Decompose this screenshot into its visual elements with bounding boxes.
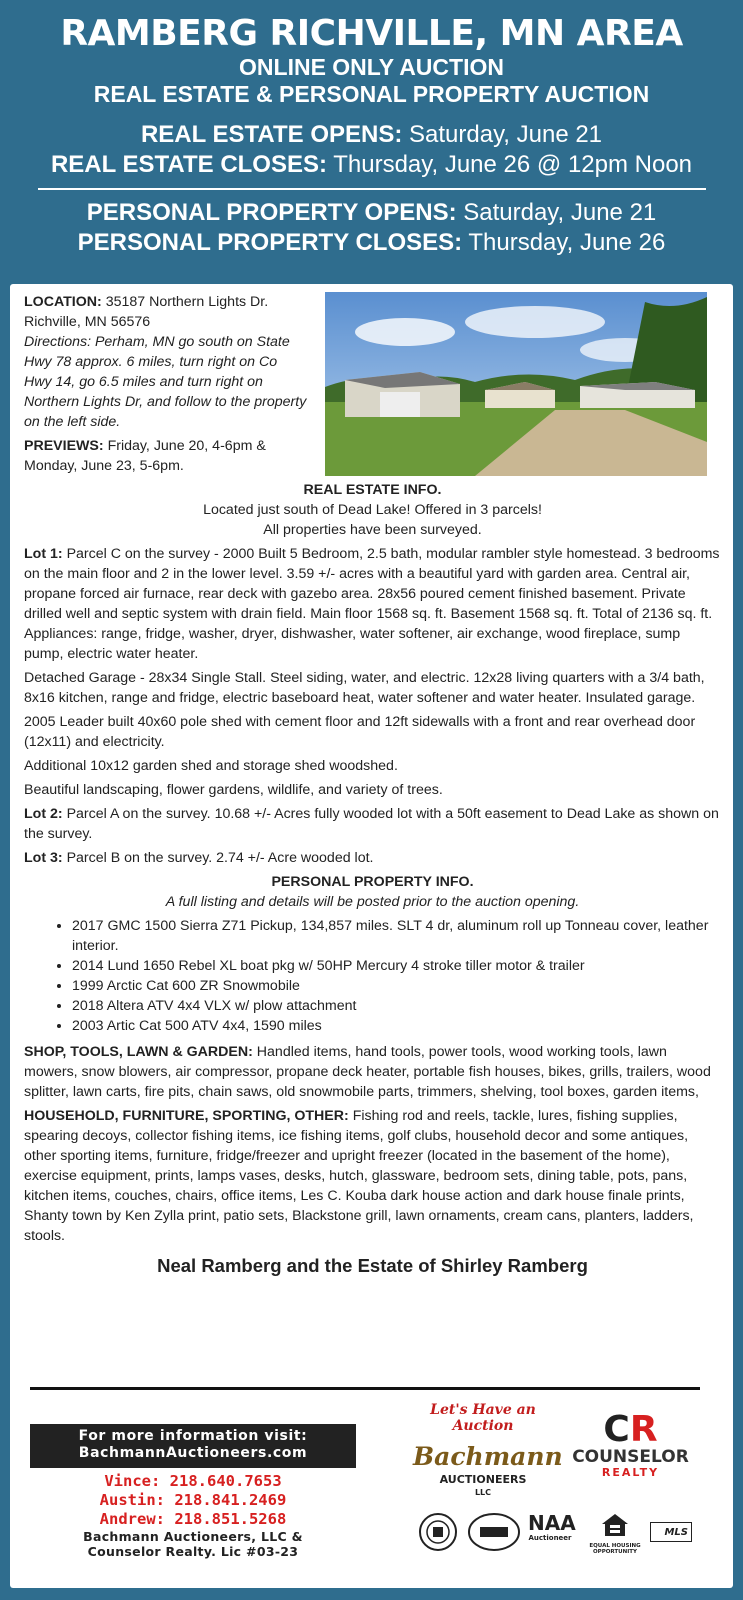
counselor-realty-logo — [563, 1409, 698, 1492]
subtitle-online: ONLINE ONLY AUCTION — [239, 54, 504, 80]
list-item: • 2017 GMC 1500 Sierra Z71 Pickup, 134,857 miles. SLT 4 dr, aluminum roll up Tonneau cover, leather interior. — [72, 916, 721, 956]
equal-housing-text: EQUAL HOUSING OPPORTUNITY — [589, 1543, 641, 1555]
naa-sub: Auctioneer — [528, 1534, 572, 1542]
page-title: RAMBERG RICHVILLE, MN AREA — [60, 13, 683, 54]
lot-3: Lot 3: Parcel B on the survey. 2.74 +/- Acre wooded lot. — [24, 850, 374, 866]
firm-license: Bachmann Auctioneers, LLC & Counselor Realty. Lic #03-23 — [83, 1529, 303, 1559]
phone-vince[interactable]: Vince: 218.640.7653 — [104, 1472, 282, 1490]
re-close-line: REAL ESTATE CLOSES: Thursday, June 26 @ 12pm Noon — [50, 151, 693, 178]
equal-housing-icon — [600, 1512, 630, 1538]
logo-tagline: Let's Have an Auction — [430, 1402, 536, 1434]
cr-name: COUNSELOR — [572, 1447, 689, 1467]
content-panel — [10, 284, 733, 1588]
equal-housing-badge — [586, 1512, 644, 1555]
bachmann-logo — [413, 1402, 563, 1512]
landscaping: Beautiful landscaping, flower gardens, wildlife, and variety of trees. — [24, 782, 443, 798]
badge-row — [418, 1512, 708, 1562]
header-divider — [38, 188, 706, 190]
list-item: • 2018 Altera ATV 4x4 VLX w/ plow attachment — [72, 996, 721, 1016]
re-open-line: REAL ESTATE OPENS: Saturday, June 21 — [140, 121, 603, 148]
list-item: • 2003 Artic Cat 500 ATV 4x4, 1590 miles — [72, 1016, 721, 1036]
mls-badge: MLS — [650, 1522, 692, 1542]
previews: PREVIEWS: Friday, June 20, 4-6pm & Monday, June 23, 5-6pm. — [24, 438, 266, 474]
cr-sub: REALTY — [601, 1466, 660, 1479]
info-box — [30, 1424, 356, 1468]
directions: Directions: Perham, MN go south on State Hwy 78 approx. 6 miles, turn right on Co Hwy 14, go 6.5 miles and turn right on Northern Lights Dr, and follow to the property on the left side. — [24, 334, 307, 430]
real-estate-intro-1: Located just south of Dead Lake! Offered in 3 parcels! — [203, 502, 542, 518]
header-banner — [0, 0, 743, 278]
naa-badge — [528, 1511, 576, 1542]
location-address: LOCATION: 35187 Northern Lights Dr. Richville, MN 56576 Directions: Perham, MN go south on State Hwy 78 approx. 6 miles, turn right on Co Hwy 14, go 6.5 miles and turn right on Northern Lights Dr, and follow to the property on the left side. — [24, 294, 307, 430]
personal-property-note: A full listing and details will be posted prior to the auction opening. — [165, 894, 580, 910]
pp-open-line: PERSONAL PROPERTY OPENS: Saturday, June 21 — [86, 199, 657, 226]
phone-andrew[interactable]: Andrew: 218.851.5268 — [99, 1510, 287, 1528]
vehicle-list — [24, 916, 721, 1036]
pole-shed: 2005 Leader built 40x60 pole shed with cement floor and 12ft sidewalls with a front and rear overhead door (12x11) and electricity. — [24, 714, 696, 750]
logo-llc: LLC — [474, 1488, 492, 1497]
footer-divider — [30, 1387, 700, 1390]
list-item: • 2014 Lund 1650 Rebel XL boat pkg w/ 50HP Mercury 4 stroke tiller motor & trailer — [72, 956, 721, 976]
list-item: • 1999 Arctic Cat 600 ZR Snowmobile — [72, 976, 721, 996]
garden-shed: Additional 10x12 garden shed and storage shed woodshed. — [24, 758, 398, 774]
naa-text: NAA — [528, 1511, 576, 1535]
household: HOUSEHOLD, FURNITURE, SPORTING, OTHER: Fishing rod and reels, tackle, lures, fishing supplies, spearing decoys, collector fishing items, ice fishing items, golf clubs, household decor and some antiques, other sporting items, furniture, fridge/freezer and upright freezer (located in the basement of the home), exercise equipment, prints, lamps vases, desks, hutch, glassware, bedroom sets, dining table, pots, pans, kitchen items, couches, chairs, office items, Les C. Kouba dark house action and dark house finale prints, Shanty town by Ken Zylla print, patio sets, Blackstone grill, lawn ornaments, cream cans, planters, ladders, stools. — [24, 1108, 694, 1244]
location-block — [24, 292, 307, 476]
info-line: For more information visit: — [78, 1428, 308, 1444]
shop-tools: SHOP, TOOLS, LAWN & GARDEN: Handled items, hand tools, power tools, wood working tools, lawn mowers, snow blowers, air compressor, propane deck heater, portable fish houses, bikes, grills, trailers, wood splitter, lawn carts, fire pits, chain saws, old snowmobile parts, trimmers, shelving, tool boxes, garden items, — [24, 1044, 711, 1100]
real-estate-dates — [0, 120, 743, 180]
personal-property-title: PERSONAL PROPERTY INFO. — [271, 874, 474, 890]
phone-austin[interactable]: Austin: 218.841.2469 — [99, 1491, 287, 1509]
phone-list — [30, 1472, 356, 1529]
lot-1: Lot 1: Parcel C on the survey - 2000 Built 5 Bedroom, 2.5 bath, modular rambler style homestead. 3 bedrooms on the main floor and 2 in the lower level. 3.59 +/- acres with a beautiful yard with garden area. Central air, propane forced air furnace, rear deck with gazebo area. 28x56 poured cement finished basement. Private drilled well and septic system with drain field. Main floor 1568 sq. ft. Basement 1568 sq. ft. Total of 2136 sq. ft. Appliances: range, fridge, washer, dryer, dishwasher, water softener, air exchange, wood fireplace, sump pump, electric water heater. — [24, 546, 720, 662]
state-seal-icon — [418, 1512, 458, 1552]
real-estate-intro-2: All properties have been surveyed. — [263, 522, 482, 538]
content-body — [24, 292, 721, 1276]
cr-mark: CR — [603, 1409, 658, 1450]
sellers: Neal Ramberg and the Estate of Shirley Ramberg — [157, 1255, 588, 1276]
logo-sub: AUCTIONEERS — [439, 1473, 527, 1486]
pp-close-line: PERSONAL PROPERTY CLOSES: Thursday, June 26 — [77, 229, 666, 256]
subtitle-type: REAL ESTATE & PERSONAL PROPERTY AUCTION — [93, 81, 650, 107]
lot-2: Lot 2: Parcel A on the survey. 10.68 +/- Acres fully wooded lot with a 50ft easement to Dead Lake as shown on the survey. — [24, 806, 719, 842]
association-seal-icon — [468, 1512, 520, 1552]
detached-garage: Detached Garage - 28x34 Single Stall. Steel siding, water, and electric. 12x28 living quarters with a 3/4 bath, 8x16 kitchen, range and fridge, electric baseboard heat, water softener and water heater. Insulated garage. — [24, 670, 705, 706]
logo-name: Bachmann — [413, 1442, 563, 1471]
personal-property-dates — [0, 198, 743, 258]
real-estate-title: REAL ESTATE INFO. — [303, 482, 442, 498]
website-link[interactable]: BachmannAuctioneers.com — [78, 1445, 308, 1461]
